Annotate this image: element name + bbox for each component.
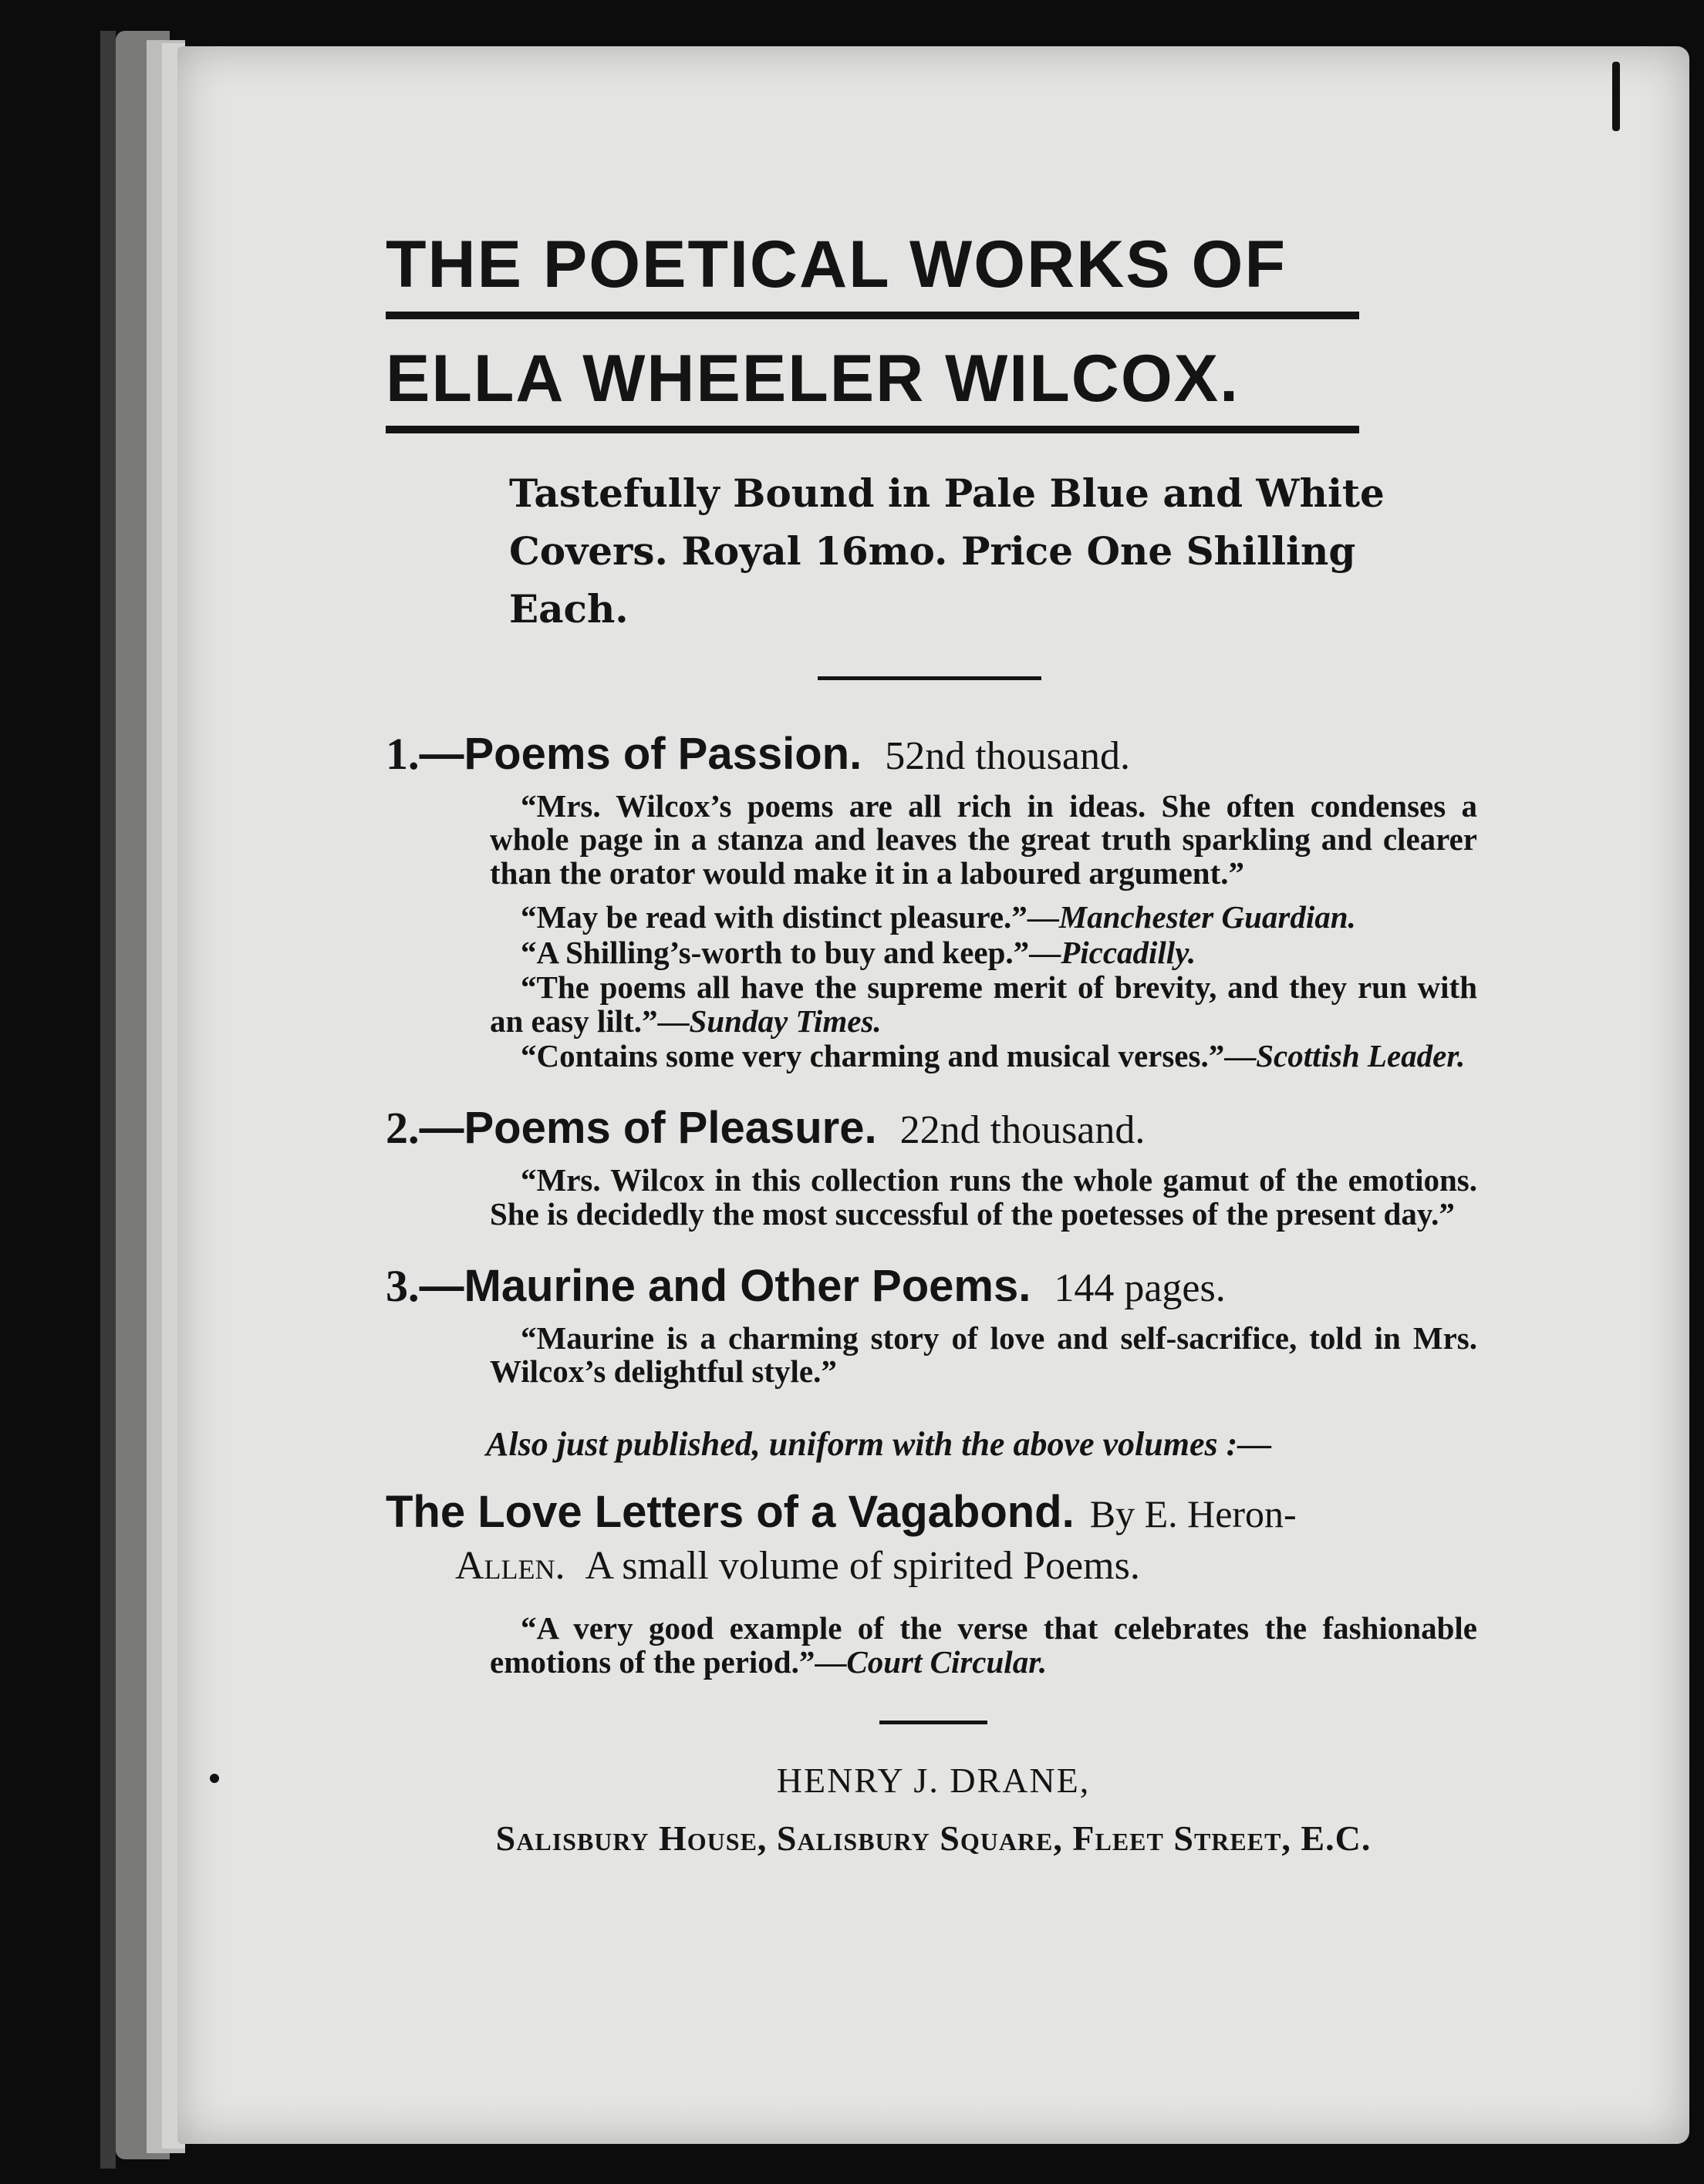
entry-number: 2. <box>386 1103 420 1154</box>
review-source: Court Circular. <box>846 1643 1048 1680</box>
love-letters-author: Allen. <box>455 1544 565 1589</box>
review-quote: “May be read with distinct pleasure.”—Manchester Guardian. <box>521 899 1356 935</box>
review-quote: “A Shilling’s-worth to buy and keep.”—Piccadilly. <box>521 934 1196 970</box>
review-source: Piccadilly. <box>1061 934 1196 970</box>
entry-number: 1. <box>386 729 420 779</box>
also-published-line: Also just published, uniform with the above volumes :— <box>486 1424 1272 1463</box>
scan-dot <box>210 1774 219 1783</box>
love-letters-heading <box>386 1485 1481 1539</box>
entry-note: 52nd thousand. <box>885 734 1130 778</box>
publisher-name: HENRY J. DRANE, <box>776 1761 1091 1801</box>
entry-title: —Poems of Pleasure. <box>419 1103 877 1154</box>
entry-note: 144 pages. <box>1054 1266 1226 1311</box>
review-source: Sunday Times. <box>689 1003 882 1039</box>
love-letters-title: The Love Letters of a Vagabond. <box>386 1486 1075 1537</box>
love-letters-desc: A small volume of spirited Poems. <box>585 1544 1140 1589</box>
title-line-2: ELLA WHEELER WILCOX. <box>386 345 1359 433</box>
subtitle-line-1: Tastefully Bound in Pale Blue and White <box>509 470 1385 516</box>
review-source: Manchester Guardian. <box>1058 899 1356 935</box>
title-line-1: THE POETICAL WORKS OF <box>386 231 1359 319</box>
entry-note: 22nd thousand. <box>899 1108 1146 1153</box>
subtitle-line-2: Covers. Royal 16mo. Price One Shilling Each. <box>509 528 1356 632</box>
love-letters-desc-line <box>455 1543 1481 1589</box>
love-letters-by: By E. Heron- <box>1089 1491 1297 1535</box>
entry-heading-1 <box>386 730 1481 779</box>
subtitle <box>509 464 1481 638</box>
entry-title: —Maurine and Other Poems. <box>419 1261 1031 1312</box>
divider-rule <box>818 676 1041 680</box>
publisher-address: Salisbury House, Salisbury Square, Fleet Street, E.C. <box>495 1818 1372 1859</box>
review-quote: “Contains some very charming and musical verses.”—Scottish Leader. <box>521 1037 1466 1073</box>
review-quote: “A very good example of the verse that celebrates the fashionable emotions of the period.”—Court Circular. <box>490 1610 1477 1680</box>
review-source: Scottish Leader. <box>1256 1037 1466 1073</box>
divider-rule <box>879 1721 987 1724</box>
advertisement-content <box>386 228 1481 1859</box>
review-quote: “The poems all have the supreme merit of brevity, and they run with an easy lilt.”—Sunday Times. <box>490 969 1477 1039</box>
scan-mark <box>1612 62 1620 131</box>
review-quote: “Mrs. Wilcox in this collection runs the whole gamut of the emotions. She is decidedly the most successful of the poetesses of the present day.” <box>490 1162 1477 1232</box>
entry-heading-2 <box>386 1104 1481 1153</box>
review-quote: “Mrs. Wilcox’s poems are all rich in ideas. She often condenses a whole page in a stanza and leaves the great truth sparkling and clearer than the orator would make it in a laboured argument.” <box>490 787 1477 891</box>
review-quote: “Maurine is a charming story of love and self-sacrifice, told in Mrs. Wilcox’s delightful style.” <box>490 1320 1477 1390</box>
entry-number: 3. <box>386 1261 420 1312</box>
book-edge-dark <box>100 31 116 2169</box>
entry-title: —Poems of Passion. <box>419 729 862 779</box>
entry-heading-3 <box>386 1262 1481 1311</box>
